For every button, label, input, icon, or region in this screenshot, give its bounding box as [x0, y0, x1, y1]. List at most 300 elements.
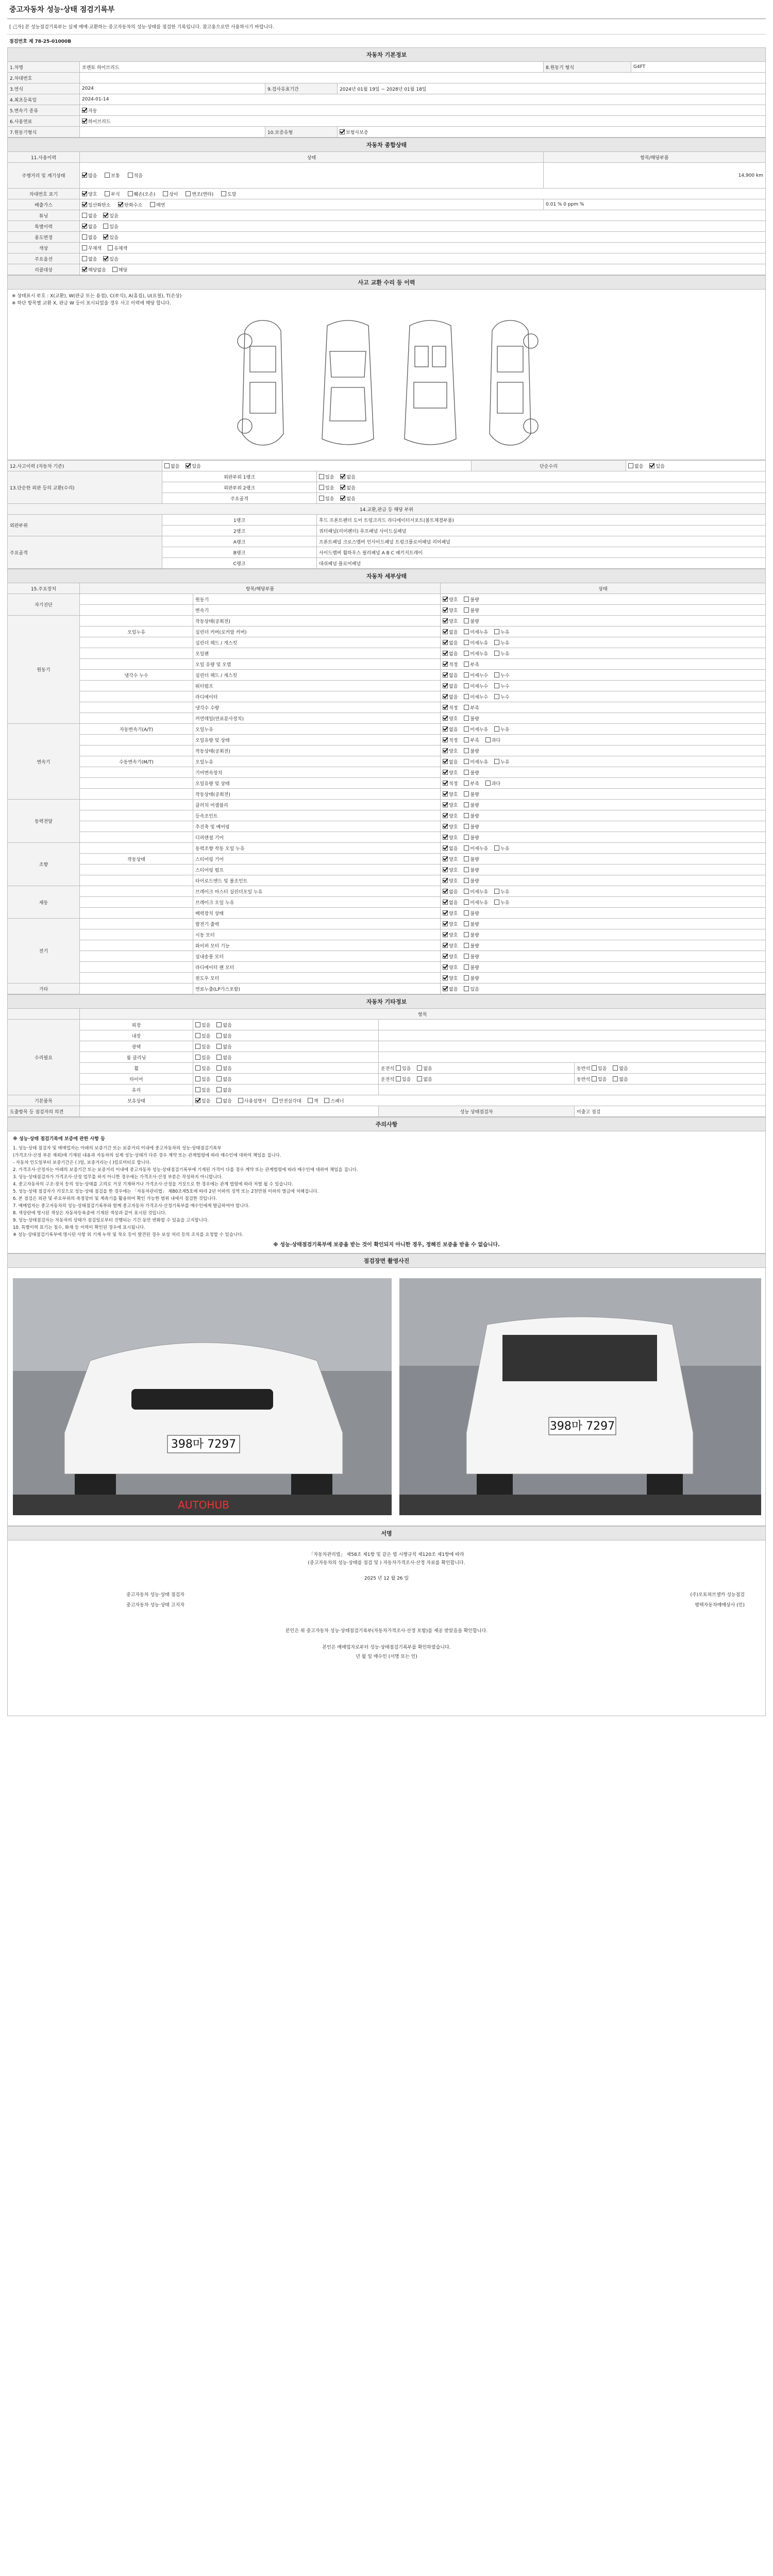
checkbox-icon [103, 234, 108, 240]
receive-date: 년 월 일 매수인 (서명 또는 인) [356, 1654, 417, 1659]
notes-line: 5. 성능·상태 점검자가 거짓으로 성능·상태 점검을 한 경우에는 「자동차관리법」 제80조제5호에 따라 2년 이하의 징역 또는 2천만원 이하의 벌금에 처해집니다. [13, 1189, 319, 1194]
detail-row [8, 605, 766, 616]
checkbox-icon [464, 791, 469, 796]
checkbox-icon [216, 1076, 222, 1081]
option [443, 964, 458, 971]
opt-label: 불량 [470, 911, 479, 917]
checkbox-icon [443, 921, 448, 926]
fuel-label: 6.사용연료 [8, 116, 80, 127]
mileage-label: 주행거리 및 계기상태 [8, 163, 80, 189]
opt-label: 양호 [449, 911, 458, 917]
detail-row [8, 984, 766, 994]
photos-header [7, 1253, 766, 1268]
opt-label: 양호 [449, 835, 458, 841]
detail-row [8, 767, 766, 778]
detail-state [441, 648, 766, 659]
other-state [193, 1063, 379, 1074]
opt-label: 없음 [449, 651, 458, 657]
option [464, 845, 488, 852]
transmission-label: 5.변속기 종류 [8, 105, 80, 116]
accident-header [7, 275, 766, 290]
opt-label: 있음 [201, 1033, 211, 1039]
option [443, 877, 458, 884]
option [494, 899, 509, 906]
opt-label: 없음 [449, 889, 458, 895]
opt-label: 양호 [449, 749, 458, 754]
option [464, 802, 479, 808]
opt-label: 없음 [223, 1055, 232, 1061]
opt-label: 있음 [109, 235, 119, 241]
parts-rank: 2랭크 [162, 526, 317, 536]
detail-group: 변속기 [8, 724, 80, 800]
usage-change-options [80, 232, 766, 243]
checkbox-icon [216, 1087, 222, 1092]
detail-part: 작동상태(공회전) [193, 745, 441, 756]
detail-row [8, 908, 766, 919]
main-options-label: 주요옵션 [8, 253, 80, 264]
checkbox-icon [443, 932, 448, 937]
detail-part: 실린더 커버(로커암 커버) [193, 626, 441, 637]
option [485, 737, 500, 743]
inspector-opinion-label: 도출항목 등 점검자의 의견 [8, 1106, 80, 1117]
checkbox-icon [494, 694, 499, 699]
opt-label: 없음 [88, 235, 97, 241]
opt-label: 양호 [449, 965, 458, 971]
detail-state [441, 821, 766, 832]
checkbox-icon [108, 245, 113, 250]
parts-items: 후드 프론트펜더 도어 트렁크리드 라디에이터서포트(볼트체결부품) [317, 515, 766, 526]
opt-label: 해당 [118, 267, 128, 273]
checkbox-icon [443, 651, 448, 656]
opt-label: 없음 [449, 630, 458, 635]
diagram-legend [12, 293, 181, 307]
checkbox-icon [628, 463, 633, 468]
detail-col-item: 항목/해당부품 [80, 583, 441, 594]
transmission-text: 자동 [88, 108, 97, 114]
outer-rank2-label: 외판부위 2랭크 [162, 482, 317, 493]
checkbox-icon [443, 683, 448, 688]
detail-state [441, 681, 766, 691]
detail-state [441, 919, 766, 929]
checkbox-icon [112, 267, 117, 272]
opt-label: 없음 [223, 1044, 232, 1050]
detail-part: 오일 유량 및 오염 [193, 659, 441, 670]
opt-label: 누수 [500, 684, 510, 689]
detail-state [441, 778, 766, 789]
option [443, 758, 458, 765]
detail-section: 자동차 세부상태 [8, 569, 766, 583]
detail-sub [80, 735, 193, 745]
detail-sub: 자동변속기(A/T) [80, 724, 193, 735]
detail-state [441, 637, 766, 648]
option [417, 1076, 432, 1082]
detail-row [8, 929, 766, 940]
option [443, 867, 458, 873]
detail-col-device: 15.주요장치 [8, 583, 80, 594]
opt-label: 양호 [449, 803, 458, 808]
option [443, 748, 458, 754]
detail-row [8, 637, 766, 648]
detail-sub: 수동변속기(M/T) [80, 756, 193, 767]
checkbox-icon [464, 683, 469, 688]
option [443, 899, 458, 906]
detail-part: 작동상태(공회전) [193, 789, 441, 800]
opt-label: 없음 [346, 496, 356, 502]
checkbox-icon [103, 224, 108, 229]
option [273, 1097, 301, 1104]
checkbox-icon [464, 705, 469, 710]
other-wheel-right [575, 1063, 766, 1074]
opt-label: 없음 [449, 900, 458, 906]
option [216, 1076, 231, 1082]
opt-label: 미세누유 [470, 889, 489, 895]
sign-right-1: (주)오토허브셀카 성능점검 [690, 1592, 745, 1598]
basic-info-table [7, 47, 766, 138]
option [464, 737, 479, 743]
detail-row [8, 691, 766, 702]
checkbox-icon [443, 726, 448, 732]
detail-part: 동력조향 작동 오일 누유 [193, 843, 441, 854]
detail-part: 작동상태(공회전) [193, 616, 441, 626]
checkbox-icon [464, 759, 469, 764]
detail-state [441, 951, 766, 962]
car-name-value: 쏘렌토 하이브리드 [80, 62, 544, 73]
option [464, 661, 479, 668]
opt-label: 있음 [109, 224, 119, 230]
detail-sub [80, 767, 193, 778]
other-item: 광택 [80, 1041, 193, 1052]
basic-info-section: 자동차 기본정보 [8, 48, 766, 62]
option [464, 780, 479, 787]
detail-row [8, 875, 766, 886]
other-row [8, 1041, 766, 1052]
other-state [193, 1041, 379, 1052]
inspection-period-value: 2024년 01월 19일 ~ 2028년 01월 18일 [338, 83, 766, 94]
opt-label: 양호 [449, 976, 458, 981]
checkbox-icon [494, 651, 499, 656]
opt-label: 양호 [449, 933, 458, 938]
mileage-options [80, 163, 544, 189]
opt-label: 있음 [201, 1098, 211, 1104]
checkbox-icon [82, 245, 87, 250]
opt-label: 과다 [491, 781, 501, 787]
opt-label: 미세누유 [470, 640, 489, 646]
checkbox-icon [443, 910, 448, 916]
checkbox-icon [396, 1076, 401, 1081]
other-item: 타이어 [80, 1074, 193, 1084]
opt-label: 있음 [109, 213, 119, 219]
sign-left-1: 중고자동차 성능·상태 점검자 [126, 1592, 184, 1598]
detail-sub [80, 713, 193, 724]
outer-rank2-options [317, 482, 766, 493]
opt-label: 탄화수소 [124, 202, 143, 208]
opt-label: 없음 [223, 1077, 232, 1082]
option [613, 1065, 628, 1072]
exhaust-options [80, 199, 544, 210]
checkbox-icon [464, 726, 469, 732]
detail-part: 클러치 어셈블리 [193, 800, 441, 810]
checkbox-icon [150, 202, 155, 207]
checkbox-icon [186, 463, 191, 468]
checkbox-icon [494, 900, 499, 905]
checkbox-icon [308, 1098, 313, 1103]
opt-label: 적정 [449, 781, 458, 787]
detail-sub [80, 691, 193, 702]
general-col-spec: 항목/해당부품 [544, 152, 766, 163]
vin-value [80, 73, 766, 83]
opt-label: 누유 [500, 759, 510, 765]
checkbox-icon [340, 129, 345, 134]
opt-label: 적음 [133, 174, 143, 179]
option [443, 975, 458, 981]
checkbox-icon [340, 496, 345, 501]
other-row [8, 1030, 766, 1041]
option [443, 910, 458, 917]
detail-state [441, 940, 766, 951]
inspector-opinion-value [80, 1106, 379, 1117]
checkbox-icon [195, 1098, 200, 1103]
option [396, 1076, 411, 1082]
detail-sub [80, 800, 193, 810]
detail-part: 변속기 [193, 605, 441, 616]
detail-state [441, 713, 766, 724]
checkbox-icon [443, 856, 448, 861]
opt-label: 불량 [470, 792, 479, 798]
usage-change-label: 용도변경 [8, 232, 80, 243]
checkbox-icon [319, 485, 324, 490]
detail-row [8, 735, 766, 745]
opt-label: 누유 [500, 727, 510, 733]
opt-label: 있음 [201, 1023, 211, 1028]
color-options [80, 243, 766, 253]
detail-state [441, 616, 766, 626]
parts-items: 대쉬패널 플로어패널 [317, 558, 766, 569]
checkbox-icon [443, 964, 448, 970]
rear-photo [399, 1278, 761, 1515]
detail-row [8, 670, 766, 681]
checkbox-icon [319, 496, 324, 501]
option [613, 1076, 628, 1082]
option [494, 672, 509, 679]
sign-header [7, 1526, 766, 1540]
detail-state [441, 756, 766, 767]
option [464, 704, 479, 711]
opt-label: 잭 [313, 1098, 318, 1104]
checkbox-icon [216, 1044, 222, 1049]
opt-label: 있음 [201, 1044, 211, 1050]
option [464, 758, 488, 765]
engine-label: 7.원동기형식 [8, 127, 80, 138]
checkbox-icon [340, 474, 345, 479]
detail-sub: 냉각수 누수 [80, 670, 193, 681]
opt-label: 부족 [470, 662, 479, 668]
detail-sub [80, 973, 193, 984]
detail-part: 기어변속장치 [193, 767, 441, 778]
checkbox-icon [464, 781, 469, 786]
simple-repair-label: 단순수리 [472, 461, 626, 471]
exhaust-value: 0.01 % 0 ppm % [544, 199, 766, 210]
checkbox-icon [464, 640, 469, 645]
option [324, 1097, 344, 1104]
checkbox-icon [443, 640, 448, 645]
option [464, 683, 488, 689]
detail-sub [80, 789, 193, 800]
checkbox-icon [592, 1076, 597, 1081]
checkbox-icon [396, 1065, 401, 1071]
checkbox-icon [485, 781, 491, 786]
checkbox-icon [464, 662, 469, 667]
opt-label: 없음 [449, 727, 458, 733]
color-label: 색상 [8, 243, 80, 253]
notes-line: - 자동차 인도일부터 보증기간은 ( )일, 보증거리는 ( )킬로미터로 합니다. [13, 1160, 151, 1165]
frame-label: 주요골격 [162, 493, 317, 504]
other-row [8, 1074, 766, 1084]
checkbox-icon [443, 662, 448, 667]
opt-label: 양호 [449, 608, 458, 614]
opt-label: 양호 [449, 922, 458, 927]
opt-label: 있음 [325, 474, 334, 480]
detail-group: 원동기 [8, 616, 80, 724]
opt-label: 양호 [449, 954, 458, 960]
checkbox-icon [216, 1055, 222, 1060]
opt-label: 부식 [111, 192, 120, 197]
detail-state [441, 745, 766, 756]
option [464, 823, 479, 830]
parts-title: 14.교환,판금 등 해당 부위 [8, 504, 766, 515]
checkbox-icon [464, 856, 469, 861]
detail-sub [80, 897, 193, 908]
fuel-value [80, 116, 766, 127]
option [195, 1043, 210, 1050]
parts-rank: C랭크 [162, 558, 317, 569]
accident-history-options [162, 461, 472, 471]
photo-area [7, 1268, 766, 1526]
option [443, 791, 458, 798]
opt-label: 안전삼각대 [279, 1098, 301, 1104]
detail-part: 커먼레일(연료분사장치) [193, 713, 441, 724]
detail-part: 워터펌프 [193, 681, 441, 691]
detail-part: 브레이크 오일 누유 [193, 897, 441, 908]
checkbox-icon [443, 878, 448, 883]
detail-part: 오일유량 및 상태 [193, 778, 441, 789]
opt-label: 없음 [449, 759, 458, 765]
opt-label: 미세누유 [470, 846, 489, 852]
detail-state [441, 984, 766, 994]
notes-line: 4. 중고자동차의 구조·장치 등의 성능·상태를 고의로 거짓 기재하거나 가격조사·산정을 거짓으로 한 경우에는 관계 법령에 따라 처벌 될 수 있습니다. [13, 1182, 293, 1187]
other-state [193, 1095, 766, 1106]
option [443, 986, 458, 992]
detail-part: 와이퍼 모터 기능 [193, 940, 441, 951]
opt-label: 미세누수 [470, 684, 489, 689]
opt-label: 과다 [491, 738, 501, 743]
other-row [8, 1063, 766, 1074]
checkbox-icon [443, 694, 448, 699]
option [464, 715, 479, 722]
opt-label: 양호 [449, 857, 458, 862]
rear-plate: 398마 7297 [549, 1420, 615, 1433]
detail-sub [80, 810, 193, 821]
option [216, 1087, 231, 1093]
opt-label: 양호 [449, 868, 458, 873]
option [216, 1054, 231, 1061]
option [464, 964, 479, 971]
opt-label: 불량 [470, 814, 479, 819]
photos-section: 점검장면 촬영사진 [8, 1254, 766, 1268]
notes-line: 6. 본 점검은 외관 및 주요부위의 측정장비 및 계측기를 활용하여 확인 가능한 범위 내에서 점검한 것입니다. [13, 1196, 217, 1201]
opt-label: 불량 [470, 954, 479, 960]
checkbox-icon [443, 986, 448, 991]
checkbox-icon [128, 173, 133, 178]
checkbox-icon [195, 1065, 200, 1071]
detail-group: 조향 [8, 843, 80, 886]
detail-sub: 오일누유 [80, 626, 193, 637]
option [195, 1022, 210, 1028]
opt-label: 불량 [470, 878, 479, 884]
opt-label: 없음 [88, 224, 97, 230]
opt-label: 있음 [192, 464, 201, 469]
notes-line: 10. 특별이력 표기는 침수, 화재 등 이력이 확인된 경우에 표시됩니다. [13, 1225, 145, 1230]
other-empty [379, 1052, 766, 1063]
option [464, 769, 479, 776]
option [464, 639, 488, 646]
opt-label: 부족 [470, 705, 479, 711]
other-row [8, 1084, 766, 1095]
opt-label: 부족 [470, 738, 479, 743]
opt-label: 미세누수 [470, 673, 489, 679]
checkbox-icon [443, 705, 448, 710]
certificate-label: 점검번호 제 [9, 39, 33, 44]
option [443, 596, 458, 603]
checkbox-icon [324, 1098, 329, 1103]
checkbox-icon [195, 1055, 200, 1060]
detail-row [8, 626, 766, 637]
checkbox-icon [163, 191, 168, 196]
detail-state [441, 724, 766, 735]
option [443, 650, 458, 657]
general-col-item: 11.사용이력 [8, 152, 80, 163]
detail-state [441, 800, 766, 810]
opt-label: 누유 [500, 630, 510, 635]
option [464, 726, 488, 733]
detail-part: 추진축 및 베어링 [193, 821, 441, 832]
opt-label: 누유 [500, 900, 510, 906]
checkbox-icon [443, 975, 448, 980]
checkbox-icon [443, 770, 448, 775]
option [443, 942, 458, 949]
detail-part: 연료누출(LP가스포함) [193, 984, 441, 994]
opt-label: 양호 [449, 824, 458, 830]
option [216, 1032, 231, 1039]
engine-type-label: 8.원동기 형식 [544, 62, 631, 73]
checkbox-icon [464, 921, 469, 926]
detail-row [8, 594, 766, 605]
option [464, 672, 488, 679]
detail-row [8, 789, 766, 800]
opt-label: 미세누유 [470, 727, 489, 733]
notes-line: 7. 매매업자는 중고자동차의 성능·상태점검기록부와 함께 중고자동차 가격조사·산정기록부를 매수인에게 발급하여야 합니다. [13, 1204, 250, 1209]
detail-part: 원동기 [193, 594, 441, 605]
tuning-options [80, 210, 766, 221]
opt-label: 불량 [470, 922, 479, 927]
vin-mark-options [80, 189, 766, 199]
opt-label: 없음 [423, 1066, 432, 1072]
checkbox-icon [464, 954, 469, 959]
certificate-value: 78-25-01000B [35, 39, 72, 44]
option [195, 1054, 210, 1061]
option [464, 618, 479, 624]
detail-sub [80, 919, 193, 929]
opt-label: 있음 [325, 496, 334, 502]
